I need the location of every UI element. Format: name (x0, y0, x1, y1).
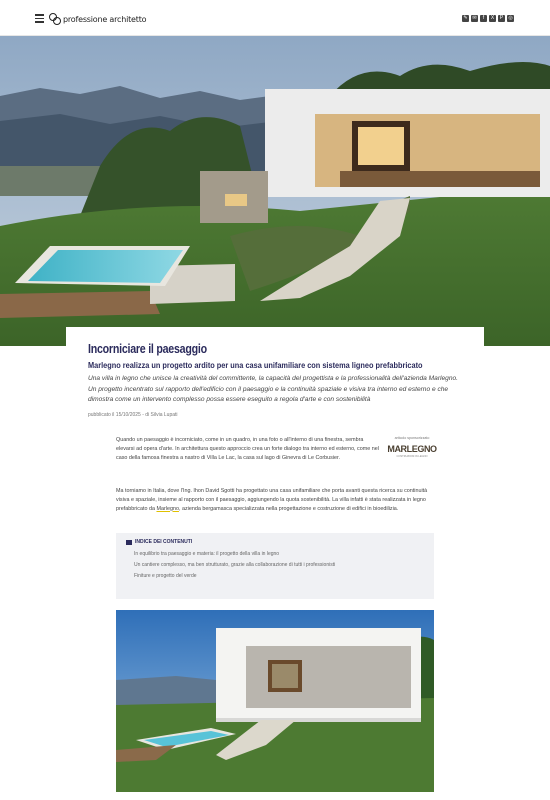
toc-title: INDICE DEI CONTENUTI (126, 539, 424, 545)
table-of-contents (116, 533, 434, 599)
site-logo[interactable] (49, 12, 146, 26)
hero-image (0, 36, 550, 346)
article-lead: Una villa in legno che unisce la creatività del committente, la capacità del progettista e la professionalità dell'azienda Marlegno. Un progetto incentrato sul rapporto dell'edificio con il paesaggio e la continuità spaziale e visiva tra interno ed esterno e che dimostra come un intervento complesso possa essere eseguito a regola d'arte e con sostenibilità (88, 375, 458, 403)
article-paragraph-2: Ma torniamo in Italia, dove l'Ing. Ihon David Sgotti ha progettato una casa unifamiliare che porta avanti questa ricerca su continuità visiva e spaziale, insieme al rapporto con il paesaggio, aggiungendo la quota sostenibilità. La villa infatti è stata realizzata in legno prefabbricato da Marlegno, azienda bergamasca specializzata nella progettazione e costruzione di edifici in bioedilizia. (116, 488, 428, 512)
instagram-icon[interactable]: ◎ (508, 15, 513, 21)
sponsor-label: articolo sponsorizzato (394, 436, 430, 440)
toc-item[interactable]: Un cantiere complesso, ma ben strutturato, grazie alla collaborazione di tutti i professionisti (134, 562, 336, 568)
article-photo (116, 610, 434, 792)
logo-mark-icon (49, 13, 61, 25)
article-subtitle: Marlegno realizza un progetto ardito per una casa unifamiliare con sistema ligneo prefabbricato (88, 361, 423, 370)
marlegno-link[interactable]: Marlegno (156, 505, 179, 512)
toc-list (126, 549, 424, 582)
pinterest-icon[interactable]: P (499, 15, 504, 21)
article-title: Incorniciare il paesaggio (88, 341, 207, 356)
mail-icon[interactable]: ✉ (472, 15, 477, 21)
article-meta: pubblicato il 15/10/2025 - di Silvia Lupati (88, 411, 178, 418)
x-icon[interactable]: X (490, 15, 495, 21)
menu-icon[interactable] (35, 14, 44, 22)
sponsor-box[interactable] (386, 436, 438, 458)
edit-icon[interactable]: ✎ (463, 15, 468, 21)
toc-item[interactable]: In equilibrio tra paesaggio e materia: il progetto della villa in legno (134, 551, 280, 557)
site-header (0, 0, 550, 36)
toc-item[interactable]: Finiture e progetto del verde (134, 573, 197, 579)
logo-text: professione architetto (63, 14, 147, 24)
sponsor-tagline: COSTRUZIONI IN LEGNO (396, 455, 428, 458)
sponsor-logo: MARLEGNO (387, 444, 437, 454)
social-links (462, 15, 514, 22)
article-paragraph-1: Quando un paesaggio è incorniciato, come in un quadro, in una foto o all'interno di una finestra, sembra elevarsi ad opera d'arte. In architettura questo approccio crea un forte dialogo tra interno ed esterno, come nel caso della famosa finestra a nastro di Villa Le Lac, la casa sul lago di Ginevra di Le Corbusier. (116, 437, 379, 461)
list-icon (126, 540, 132, 545)
facebook-icon[interactable]: f (480, 15, 487, 22)
article-header-card (66, 327, 484, 427)
